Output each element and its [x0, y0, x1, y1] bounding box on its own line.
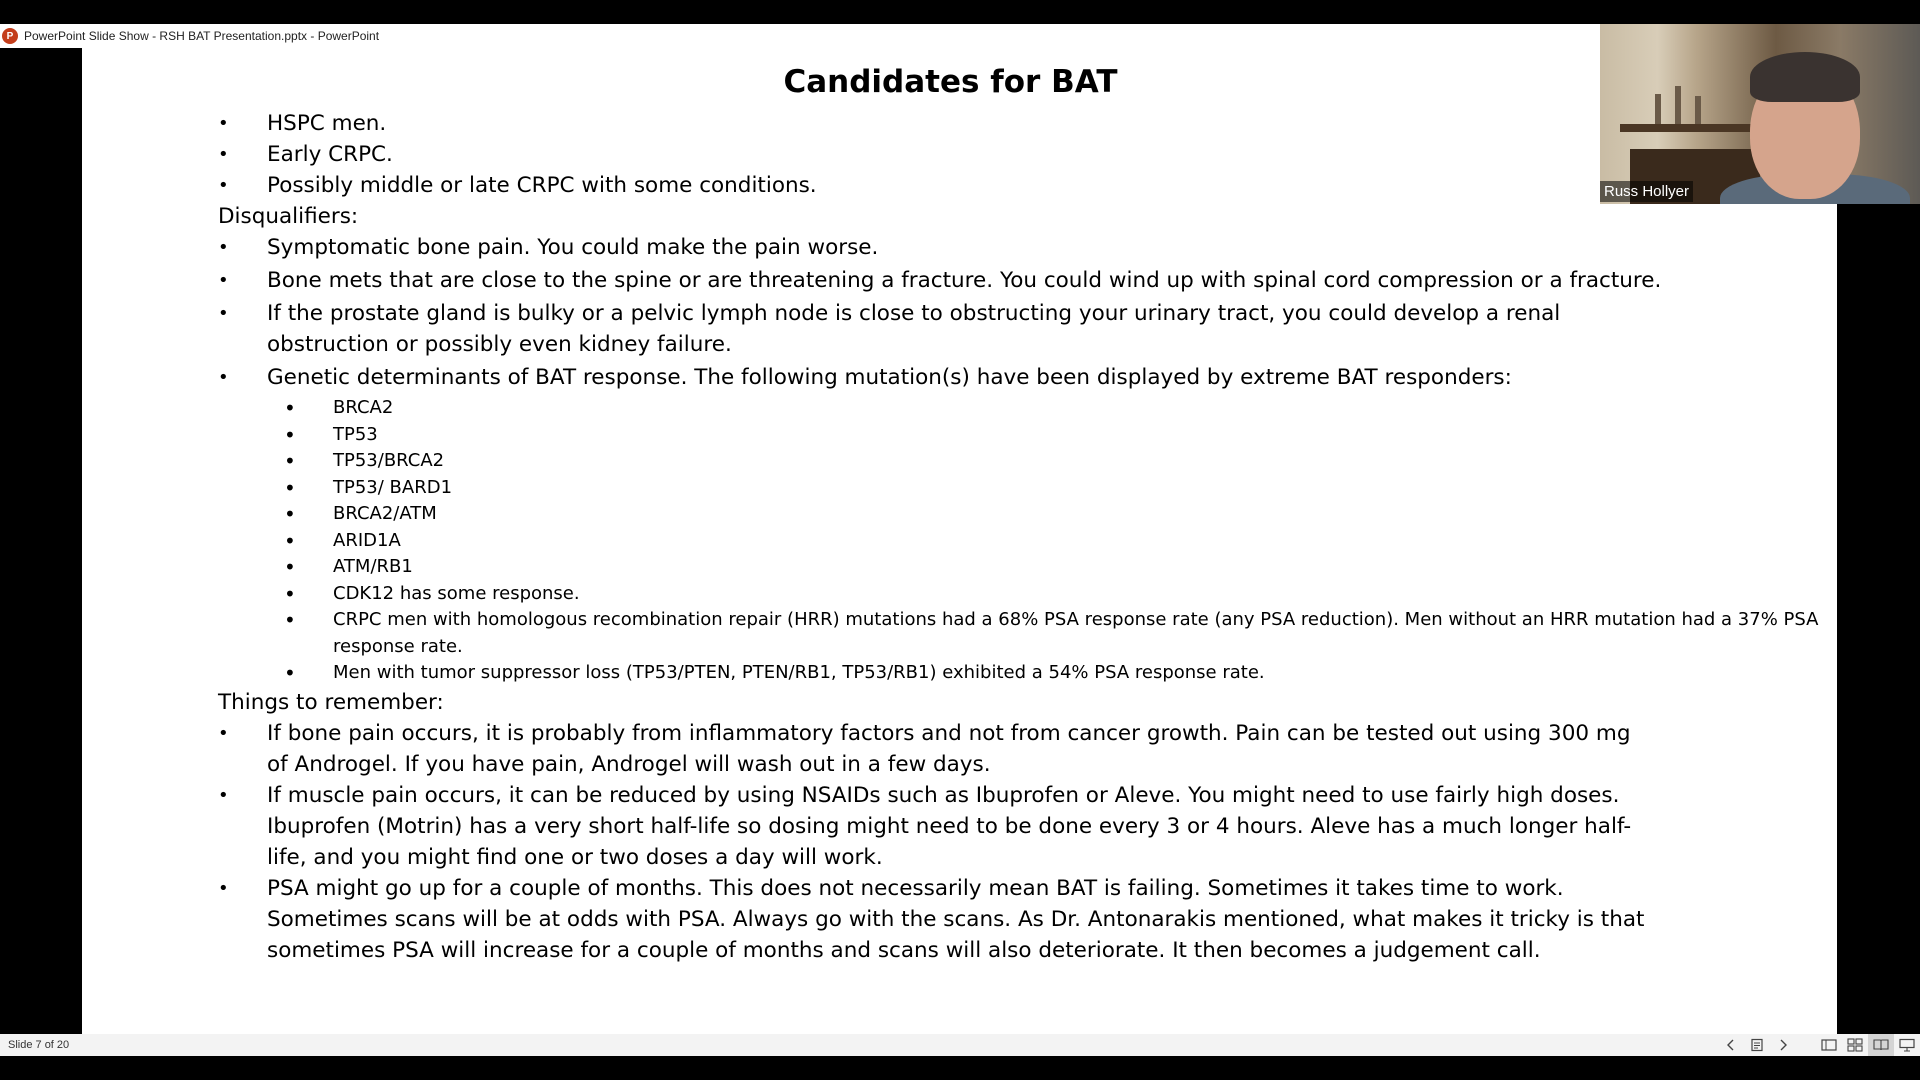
list-item: • Symptomatic bone pain. You could make the pain worse.: [218, 232, 1818, 263]
list-item: • Men with tumor suppressor loss (TP53/PTEN, PTEN/RB1, TP53/RB1) exhibited a 54% PSA response rate.: [218, 660, 1818, 687]
window-title: PowerPoint Slide Show - RSH BAT Presentation.pptx - PowerPoint: [24, 29, 380, 43]
status-bar: [0, 1034, 1920, 1056]
status-icons: [1718, 1034, 1920, 1056]
slide-sorter-icon[interactable]: [1842, 1034, 1868, 1056]
list-item: • TP53/ BARD1: [218, 475, 1818, 502]
list-item: • CRPC men with homologous recombination repair (HRR) mutations had a 68% PSA response rate (any PSA reduction). Men without an HRR mutation had a 37% PSA response rate.: [218, 607, 1837, 660]
bottom-border: [0, 1056, 1920, 1080]
list-item: • BRCA2: [218, 395, 1818, 422]
slide-title: Candidates for BAT: [783, 64, 1118, 100]
remember-list: [218, 718, 1818, 966]
reading-view-icon[interactable]: [1868, 1034, 1894, 1056]
slide-canvas[interactable]: [82, 48, 1837, 1034]
list-item: • Possibly middle or late CRPC with some conditions.: [218, 170, 1818, 201]
list-item: • TP53: [218, 422, 1818, 449]
candidates-list: [218, 108, 1818, 201]
list-item: [218, 362, 1818, 393]
list-item: • BRCA2/ATM: [218, 501, 1818, 528]
slide-indicator: Slide 7 of 20: [8, 1039, 70, 1051]
list-item: • Early CRPC.: [218, 139, 1818, 170]
background-figurine: [1675, 86, 1681, 124]
next-icon[interactable]: [1770, 1034, 1796, 1056]
list-item: • ARID1A: [218, 528, 1818, 555]
slideshow-icon[interactable]: [1894, 1034, 1920, 1056]
background-shelf: [1620, 124, 1760, 132]
list-item: • Bone mets that are close to the spine or are threatening a fracture. You could wind up with spinal cord compression or a fracture.: [218, 265, 1818, 296]
list-item: • PSA might go up for a couple of months. This does not necessarily mean BAT is failing. Sometimes it takes time to work. Sometimes scans will be at odds with PSA. Always go with the scans. As Dr. Antonarakis mentioned, what makes it tricky is that sometimes PSA will increase for a couple of months and scans will also deteriorate. It then becomes a judgement call.: [218, 873, 1658, 966]
mutations-list: [218, 395, 1818, 687]
powerpoint-logo-icon: P: [2, 28, 18, 44]
list-item: • ATM/RB1: [218, 554, 1818, 581]
normal-view-icon[interactable]: [1816, 1034, 1842, 1056]
slide-content: [218, 108, 1818, 966]
list-item: • If muscle pain occurs, it can be reduced by using NSAIDs such as Ibuprofen or Aleve. You might need to use fairly high doses. Ibuprofen (Motrin) has a very short half-life so dosing might need to be done every 3 or 4 hours. Aleve has a much longer half-life, and you might find one or two doses a day will work.: [218, 780, 1658, 873]
list-item: • CDK12 has some response.: [218, 581, 1818, 608]
disqualifiers-heading: Disqualifiers:: [218, 204, 359, 229]
left-letterbox: [0, 48, 82, 1034]
list-item: • If the prostate gland is bulky or a pelvic lymph node is close to obstructing your urinary tract, you could develop a renal obstruction or possibly even kidney failure.: [218, 298, 1658, 360]
list-item: • HSPC men.: [218, 108, 1818, 139]
list-item: • TP53/BRCA2: [218, 448, 1818, 475]
disqualifiers-list: [218, 232, 1818, 393]
participant-hair: [1750, 52, 1860, 102]
slide-menu-icon[interactable]: [1744, 1034, 1770, 1056]
background-figurine: [1655, 94, 1661, 124]
remember-heading: Things to remember:: [218, 689, 444, 715]
video-thumbnail[interactable]: [1600, 24, 1920, 204]
previous-icon[interactable]: [1718, 1034, 1744, 1056]
list-item-text: Genetic determinants of BAT response. The following mutation(s) have been displayed by extreme BAT responders:: [267, 365, 1512, 390]
list-item: • If bone pain occurs, it is probably from inflammatory factors and not from cancer growth. Pain can be tested out using 300 mg of Androgel. If you have pain, Androgel will wash out in a few days.: [218, 718, 1658, 780]
background-figurine: [1695, 96, 1701, 124]
participant-name: Russ Hollyer: [1600, 181, 1693, 202]
top-border: [0, 0, 1920, 24]
